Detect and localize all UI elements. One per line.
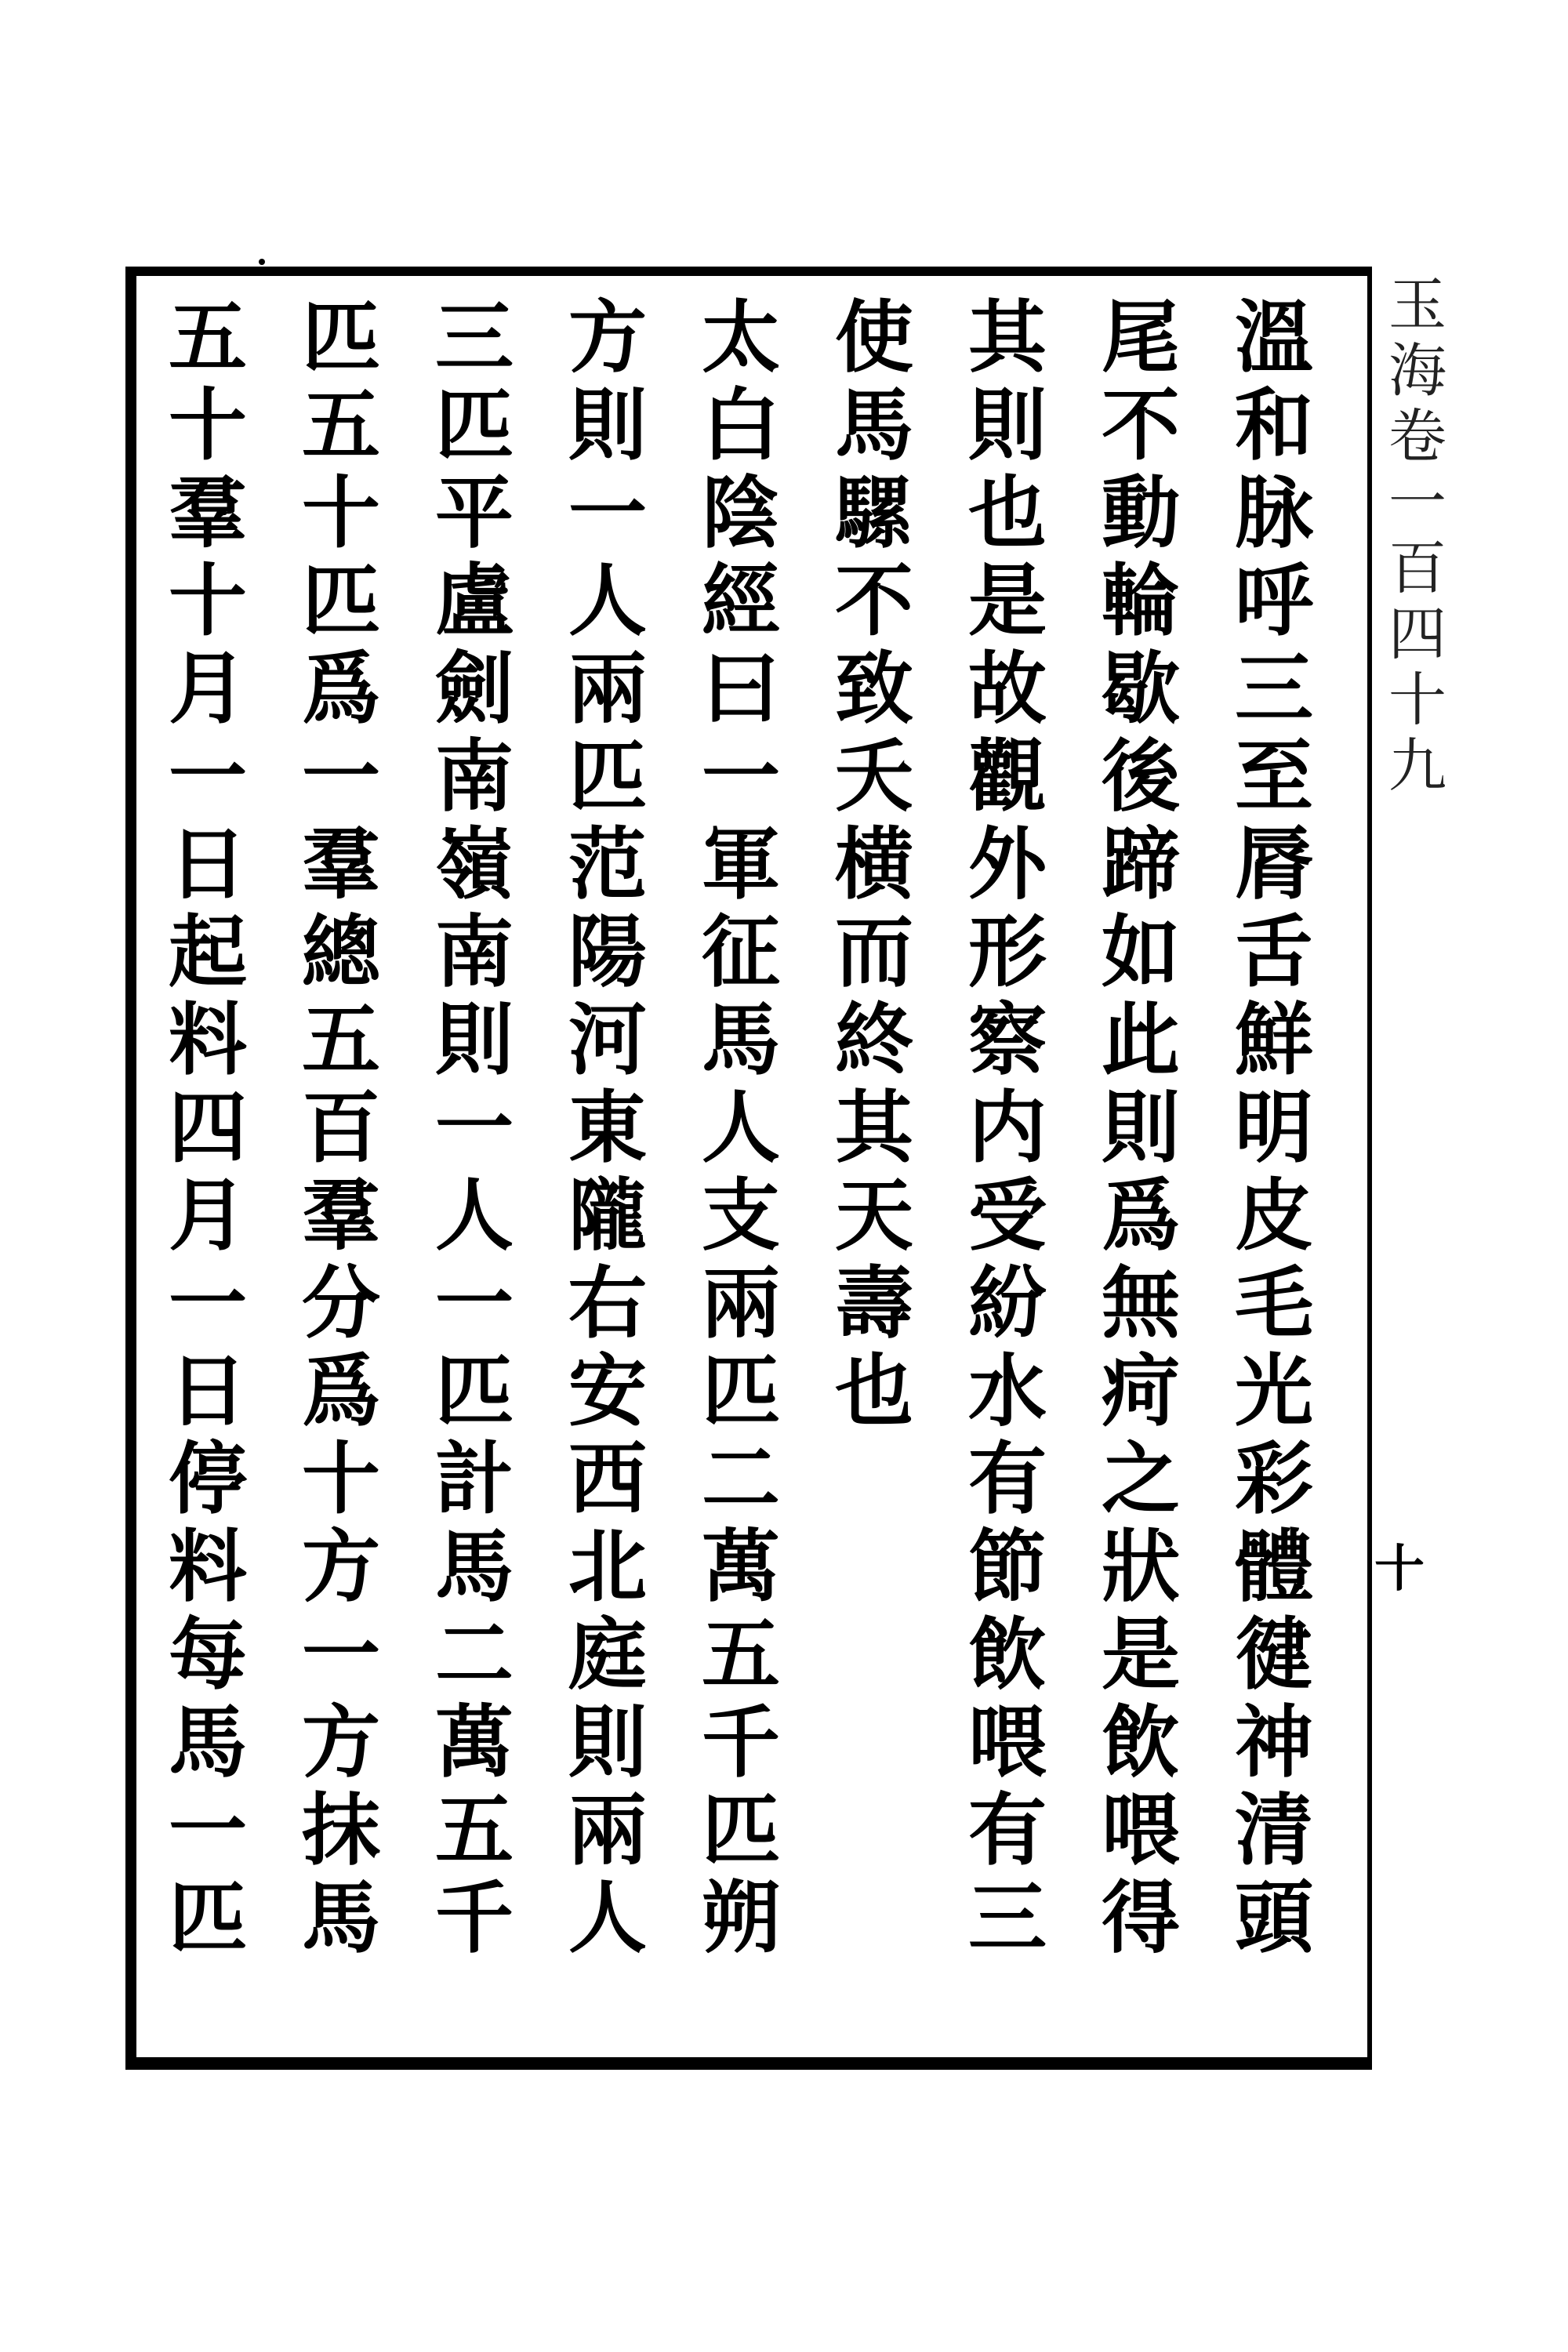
character: 清	[1235, 1784, 1313, 1876]
character: 太	[702, 291, 780, 383]
character: 羣	[302, 1169, 380, 1261]
character: 人	[702, 1081, 780, 1174]
character: 飲	[1102, 1696, 1180, 1788]
text-column	[960, 291, 1054, 2054]
character: 總	[302, 906, 380, 998]
character: 得	[1102, 1871, 1180, 1964]
character: 萬	[435, 1696, 514, 1788]
character: 一	[702, 730, 780, 822]
character: 狀	[1102, 1520, 1180, 1613]
character: 日	[169, 1345, 247, 1437]
character: 馬	[835, 379, 913, 471]
character: 十	[169, 379, 247, 471]
margin-character: 百	[1388, 535, 1446, 602]
character: 脣	[1235, 818, 1313, 910]
character: 南	[435, 730, 514, 822]
character: 五	[435, 1784, 514, 1876]
character: 後	[1102, 730, 1180, 822]
character: 三	[435, 291, 514, 383]
character: 形	[968, 906, 1047, 998]
character: 則	[1102, 1081, 1180, 1174]
character: 喂	[1102, 1784, 1180, 1876]
character: 一	[169, 1257, 247, 1349]
character: 曰	[702, 642, 780, 735]
character: 蹄	[1102, 818, 1180, 910]
character: 頭	[1235, 1871, 1313, 1964]
character: 其	[835, 1081, 913, 1174]
character: 十	[169, 554, 247, 647]
character: 方	[568, 291, 647, 383]
character: 其	[968, 291, 1047, 383]
character: 受	[968, 1169, 1047, 1261]
text-column	[1094, 291, 1188, 2054]
character: 皮	[1235, 1169, 1313, 1261]
character: 一	[302, 730, 380, 822]
character: 也	[835, 1345, 913, 1437]
character: 料	[169, 993, 247, 1086]
character: 五	[702, 1608, 780, 1700]
character: 劍	[435, 642, 514, 735]
character: 陽	[568, 906, 647, 998]
character: 羣	[169, 466, 247, 559]
character: 每	[169, 1608, 247, 1700]
character: 則	[968, 379, 1047, 471]
character: 則	[435, 993, 514, 1086]
margin-title	[1386, 259, 1449, 2093]
character: 無	[1102, 1257, 1180, 1349]
character: 千	[702, 1696, 780, 1788]
character: 停	[169, 1432, 247, 1525]
character: 如	[1102, 906, 1180, 998]
character: 隴	[568, 1169, 647, 1261]
character: 二	[702, 1432, 780, 1525]
character: 節	[968, 1520, 1047, 1613]
text-column	[827, 291, 921, 2054]
character: 朔	[702, 1871, 780, 1964]
character: 脉	[1235, 466, 1313, 559]
character: 馬	[169, 1696, 247, 1788]
character: 呼	[1235, 554, 1313, 647]
character: 尾	[1102, 291, 1180, 383]
margin-character: 玉	[1388, 271, 1446, 339]
character: 舌	[1235, 906, 1313, 998]
character: 終	[835, 993, 913, 1086]
character: 紛	[968, 1257, 1047, 1349]
character: 則	[568, 1696, 647, 1788]
character: 匹	[169, 1871, 247, 1964]
character: 南	[435, 906, 514, 998]
character: 和	[1235, 379, 1313, 471]
character: 十	[302, 466, 380, 559]
character: 軍	[702, 818, 780, 910]
character: 爲	[302, 1345, 380, 1437]
character: 五	[302, 379, 380, 471]
character: 爲	[1102, 1169, 1180, 1261]
character: 喂	[968, 1696, 1047, 1788]
character: 嶺	[435, 818, 514, 910]
character: 騾	[835, 466, 913, 559]
character: 人	[568, 554, 647, 647]
character: 匹	[702, 1784, 780, 1876]
character: 察	[968, 993, 1047, 1086]
character: 右	[568, 1257, 647, 1349]
character: 是	[1102, 1608, 1180, 1700]
text-column	[694, 291, 788, 2054]
text-column	[427, 291, 521, 2054]
page-number: 十	[1374, 1540, 1425, 1599]
character: 輪	[1102, 554, 1180, 647]
character: 故	[968, 642, 1047, 735]
character: 不	[1102, 379, 1180, 471]
character: 抹	[302, 1784, 380, 1876]
character: 匹	[568, 730, 647, 822]
character: 壽	[835, 1257, 913, 1349]
character: 不	[835, 554, 913, 647]
character: 此	[1102, 993, 1180, 1086]
character: 東	[568, 1081, 647, 1174]
character: 平	[435, 466, 514, 559]
character: 一	[169, 730, 247, 822]
character: 百	[302, 1081, 380, 1174]
character: 夭	[835, 730, 913, 822]
character: 一	[169, 1784, 247, 1876]
character: 方	[302, 1696, 380, 1788]
character: 匹	[302, 291, 380, 383]
character: 光	[1235, 1345, 1313, 1437]
character: 一	[302, 1608, 380, 1700]
character: 四	[169, 1081, 247, 1174]
character: 庭	[568, 1608, 647, 1700]
margin-character: 海	[1388, 337, 1446, 405]
character: 觀	[968, 730, 1047, 822]
character: 月	[169, 642, 247, 735]
character: 計	[435, 1432, 514, 1525]
character: 羣	[302, 818, 380, 910]
text-column	[294, 291, 388, 2054]
character: 體	[1235, 1520, 1313, 1613]
character: 西	[568, 1432, 647, 1525]
character: 起	[169, 906, 247, 998]
character: 十	[302, 1432, 380, 1525]
character: 二	[435, 1608, 514, 1700]
character: 鮮	[1235, 993, 1313, 1086]
margin-character: 四	[1388, 601, 1446, 668]
character: 三	[968, 1871, 1047, 1964]
character: 五	[302, 993, 380, 1086]
character: 疴	[1102, 1345, 1180, 1437]
text-column	[161, 291, 255, 2054]
character: 千	[435, 1871, 514, 1964]
character: 萬	[702, 1520, 780, 1613]
character: 人	[435, 1169, 514, 1261]
character: 明	[1235, 1081, 1313, 1174]
character: 溫	[1235, 291, 1313, 383]
character: 經	[702, 554, 780, 647]
character: 之	[1102, 1432, 1180, 1525]
character: 征	[702, 906, 780, 998]
character: 内	[968, 1081, 1047, 1174]
margin-character: 卷	[1388, 403, 1446, 470]
character: 水	[968, 1345, 1047, 1437]
character: 兩	[568, 1784, 647, 1876]
character: 動	[1102, 466, 1180, 559]
character: 一	[435, 1257, 514, 1349]
character: 天	[835, 1169, 913, 1261]
character: 日	[169, 818, 247, 910]
character: 范	[568, 818, 647, 910]
character: 北	[568, 1520, 647, 1613]
character: 飲	[968, 1608, 1047, 1700]
character: 毛	[1235, 1257, 1313, 1349]
text-column	[561, 291, 655, 2054]
character: 月	[169, 1169, 247, 1261]
character: 兩	[568, 642, 647, 735]
character: 馬	[702, 993, 780, 1086]
character: 則	[568, 379, 647, 471]
character: 有	[968, 1784, 1047, 1876]
character: 方	[302, 1520, 380, 1613]
margin-character: 十	[1388, 666, 1446, 734]
character: 是	[968, 554, 1047, 647]
character: 白	[702, 379, 780, 471]
character: 爲	[302, 642, 380, 735]
character: 陰	[702, 466, 780, 559]
character: 分	[302, 1257, 380, 1349]
character: 匹	[435, 1345, 514, 1437]
character: 馬	[435, 1520, 514, 1613]
character: 馬	[302, 1871, 380, 1964]
character: 一	[435, 1081, 514, 1174]
character: 外	[968, 818, 1047, 910]
character: 徤	[1235, 1608, 1313, 1700]
text-body	[161, 291, 1321, 2054]
margin-character: 一	[1388, 469, 1446, 536]
character: 匹	[302, 554, 380, 647]
ink-dot	[259, 259, 265, 265]
character: 使	[835, 291, 913, 383]
character: 横	[835, 818, 913, 910]
character: 而	[835, 906, 913, 998]
character: 支	[702, 1169, 780, 1261]
character: 料	[169, 1520, 247, 1613]
character: 五	[169, 291, 247, 383]
character: 一	[568, 466, 647, 559]
character: 河	[568, 993, 647, 1086]
character: 匹	[435, 379, 514, 471]
character: 神	[1235, 1696, 1313, 1788]
character: 致	[835, 642, 913, 735]
character: 安	[568, 1345, 647, 1437]
text-column	[1227, 291, 1321, 2054]
character: 歇	[1102, 642, 1180, 735]
character: 三	[1235, 642, 1313, 735]
character: 彩	[1235, 1432, 1313, 1525]
character: 兩	[702, 1257, 780, 1349]
character: 人	[568, 1871, 647, 1964]
character: 匹	[702, 1345, 780, 1437]
margin-character: 九	[1388, 732, 1446, 800]
character: 有	[968, 1432, 1047, 1525]
character: 也	[968, 466, 1047, 559]
character: 至	[1235, 730, 1313, 822]
character: 盧	[435, 554, 514, 647]
